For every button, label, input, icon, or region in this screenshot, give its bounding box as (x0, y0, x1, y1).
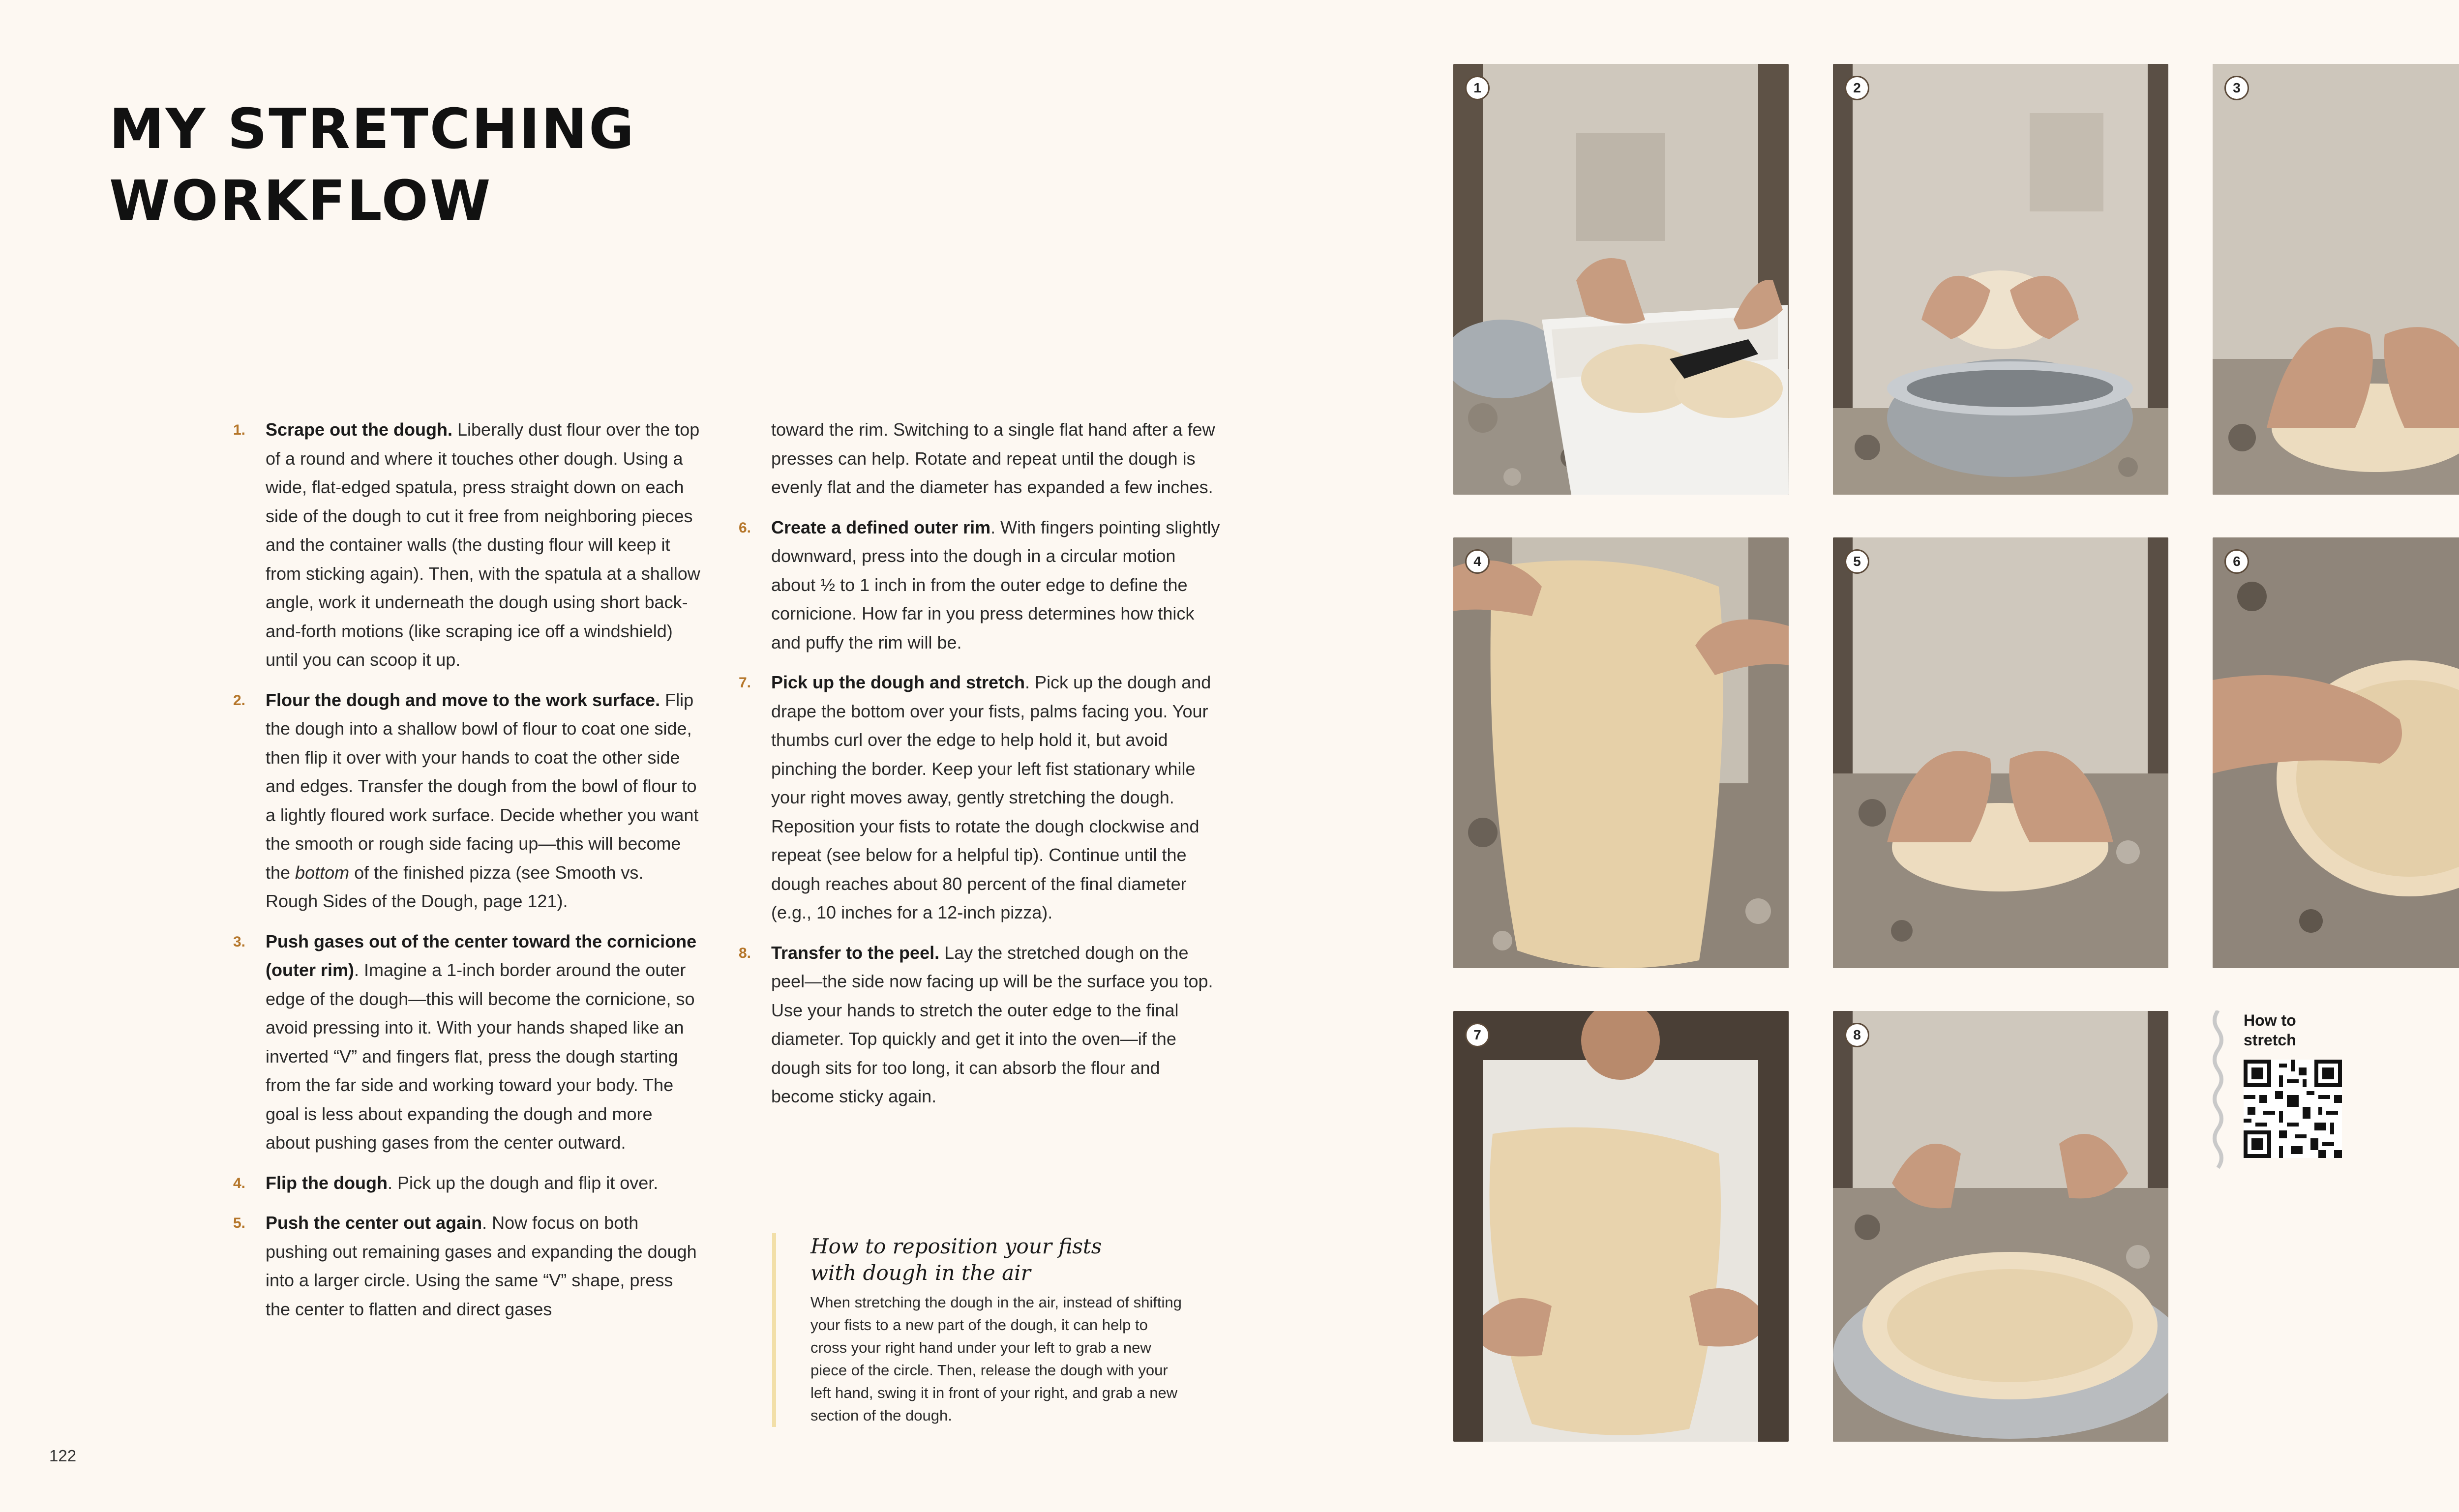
step-text: Flip the dough into a shallow bowl of flour to coat one side, then flip it over with your hands to coat the other side and edges. Transfer the dough from the bowl of flour to a lightly floured work surface. Decide whether you want the smooth or rough side facing up—this will become the (266, 689, 699, 883)
step-number: 4. (233, 1175, 246, 1191)
step-text: . Pick up the dough and flip it over. (387, 1172, 659, 1193)
step-emphasis: bottom (295, 862, 350, 883)
tip-callout (772, 1233, 1238, 1427)
qr-label: How to stretch (2244, 1011, 2296, 1049)
step-badge: 6 (2224, 549, 2249, 574)
qr-block (2208, 1010, 2356, 1173)
step-lead: Flour the dough and move to the work surface. (266, 689, 660, 710)
photo-step-2 (1833, 64, 2168, 495)
step-badge: 5 (1845, 549, 1869, 574)
photo-step-6 (2213, 537, 2459, 968)
step-number: 2. (233, 692, 246, 709)
step-text: Liberally dust flour over the top of a round and where it touches other dough. Using a wide, flat-edged spatula, press straight down on each side of the dough to cut it free from neighboring pieces and the container walls (the dusting flour will keep it from sticking again). Then, with the spatula at a shallow angle, work it underneath the dough using short back-and-forth motions (like scraping ice off a windshield) until you can scoop it up. (266, 419, 700, 670)
photo-illustration (1453, 1011, 1789, 1442)
step-number: 8. (739, 945, 751, 961)
photo-illustration (1453, 64, 1789, 495)
tip-title: How to reposition your fists with dough in the air (810, 1234, 1102, 1285)
step-text: . Now focus on both pushing out remaining gases and expanding the dough into a larger circle. Using the same “V” shape, press the center to flatten and direct gases (266, 1213, 697, 1319)
step-badge: 7 (1465, 1023, 1490, 1047)
qr-code-icon[interactable] (2244, 1060, 2342, 1158)
photo-step-5 (1833, 537, 2168, 968)
photo-step-8 (1833, 1011, 2168, 1442)
step-lead: Pick up the dough and stretch (771, 672, 1025, 692)
step-badge: 4 (1465, 549, 1490, 574)
step-2 (233, 686, 700, 916)
title-line-1: MY STRETCHING (109, 97, 636, 161)
photo-illustration (1833, 1011, 2168, 1442)
photo-step-4 (1453, 537, 1789, 968)
photo-step-1 (1453, 64, 1789, 495)
step-number: 7. (739, 675, 751, 691)
step-badge: 1 (1465, 76, 1490, 100)
instructions-column-2 (739, 415, 1221, 1123)
step-text: . With fingers pointing slightly downward, press into the dough in a circular motion about ½ to 1 inch in from the outer edge to define the cornicione. How far in you press determines how thick and puffy the rim will be. (771, 517, 1220, 652)
step-5 (233, 1209, 700, 1324)
photo-illustration (1833, 64, 2168, 495)
step-text: of the finished pizza (see Smooth vs. Rough Sides of the Dough, page 121). (266, 862, 644, 911)
photo-step-3 (2213, 64, 2459, 495)
photo-illustration (1833, 537, 2168, 968)
step-number: 6. (739, 519, 751, 536)
page-number-left: 122 (49, 1447, 77, 1465)
step-number: 3. (233, 933, 246, 950)
instructions-column-1 (233, 415, 700, 1335)
step-4 (233, 1169, 700, 1198)
step-1 (233, 415, 700, 675)
step-6 (739, 513, 1221, 657)
step-lead: Push gases out of the center toward the cornicione (outer rim) (266, 931, 697, 980)
photo-illustration (2213, 537, 2459, 968)
step-lead: Flip the dough (266, 1172, 388, 1193)
step-text: . Imagine a 1-inch border around the outer edge of the dough—this will become the cornicione, so avoid pressing into it. With your hands shaped like an inverted “V” and fingers flat, press the dough starting from the far side and working toward your body. The goal is less about expanding the dough and more about pushing gases from the center outward. (266, 960, 695, 1153)
photo-illustration (2213, 64, 2459, 495)
step-badge: 3 (2224, 76, 2249, 100)
step-8 (739, 939, 1221, 1111)
step-lead: Push the center out again (266, 1213, 482, 1233)
step-lead: Transfer to the peel. (771, 942, 940, 963)
step-3 (233, 927, 700, 1157)
title-line-2: WORKFLOW (109, 169, 492, 233)
step-text: Lay the stretched dough on the peel—the side now facing up will be the surface you top. Use your hands to stretch the outer edge to the final diameter. Top quickly and get it into the oven—if the dough sits for too long, it can absorb the flour and become sticky again. (771, 942, 1213, 1106)
photo-step-7 (1453, 1011, 1789, 1442)
step-lead: Scrape out the dough. (266, 419, 453, 440)
page-title (109, 93, 635, 237)
tip-body: When stretching the dough in the air, instead of shifting your fists to a new part of the dough, it can help to cross your right hand under your left to grab a new piece of the circle. Then, release the dough with your left hand, swing it in front of your right, and grab a new section of the dough. (810, 1294, 1182, 1424)
step-badge: 2 (1845, 76, 1869, 100)
photo-illustration (1453, 537, 1789, 968)
step-number: 1. (233, 422, 246, 438)
step-number: 5. (233, 1215, 246, 1231)
wavy-rule-icon (2208, 1010, 2228, 1173)
step-7 (739, 668, 1221, 927)
step-5-continuation: toward the rim. Switching to a single flat hand after a few presses can help. Rotate and repeat until the dough is evenly flat and the diameter has expanded a few inches. (771, 419, 1215, 497)
step-lead: Create a defined outer rim (771, 517, 991, 537)
step-badge: 8 (1845, 1023, 1869, 1047)
step-text: . Pick up the dough and drape the bottom over your fists, palms facing you. Your thumbs curl over the edge to help hold it, but avoid pinching the border. Keep your left fist stationary while your right moves away, gently stretching the dough. Reposition your fists to rotate the dough clockwise and repeat (see below for a helpful tip). Continue until the dough reaches about 80 percent of the final diameter (e.g., 10 inches for a 12-inch pizza). (771, 672, 1211, 922)
